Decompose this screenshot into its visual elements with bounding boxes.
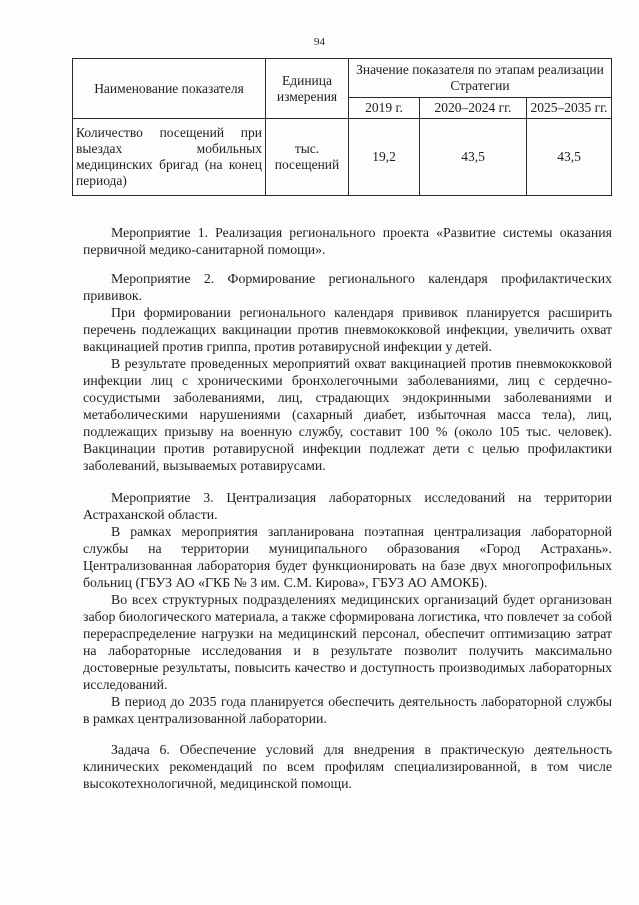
row-value-2020-2024: 43,5 bbox=[420, 119, 527, 196]
header-year-2020-2024: 2020–2024 гг. bbox=[420, 98, 527, 119]
row-unit: тыс. посещений bbox=[266, 119, 349, 196]
indicator-table bbox=[72, 58, 612, 196]
paragraph-vaccination-results: В результате проведенных мероприятий охват вакцинацией против пневмококковой инфекции лиц с хроническими бронхолегочными заболеваниями, лиц с сердечно-сосудистыми заболеваниями, лиц, страдающих эндокринными заболеваниями и метаболическими нарушениями (сахарный диабет, избыточная масса тела), лиц, подлежащих призыву на военную службу, составит 100 % (около 105 тыс. человек). Вакцинации против ротавирусной инфекции подлежат дети с целью профилактики заболеваний, вызываемых ротавирусами. bbox=[83, 356, 612, 473]
event-1-block bbox=[83, 224, 612, 258]
header-stage-values: Значение показателя по этапам реализации Стратегии bbox=[349, 59, 612, 98]
event-2-block bbox=[83, 270, 612, 474]
paragraph-lab-2035: В период до 2035 года планируется обеспечить деятельность лабораторной службы в рамках централизованной лаборатории. bbox=[83, 694, 612, 726]
paragraph-event-3: Мероприятие 3. Централизация лабораторных исследований на территории Астраханской области. bbox=[83, 490, 612, 522]
header-unit: Единица измерения bbox=[266, 59, 349, 119]
table-header-row bbox=[73, 59, 612, 98]
header-indicator-name: Наименование показателя bbox=[73, 59, 266, 119]
task-6-block bbox=[83, 741, 612, 792]
row-value-2025-2035: 43,5 bbox=[527, 119, 612, 196]
table-row bbox=[73, 119, 612, 196]
paragraph-lab-centralization: В рамках мероприятия запланирована поэтапная централизация лабораторной службы на территории муниципального образования «Город Астрахань». Централизованная лаборатория будет функционировать на базе двух многопрофильных больниц (ГБУЗ АО «ГКБ № 3 им. С.М. Кирова», ГБУЗ АО АМОКБ). bbox=[83, 524, 612, 590]
paragraph-task-6: Задача 6. Обеспечение условий для внедрения в практическую деятельность клинических рекомендаций по всем профилям специализированной, в том числе высокотехнологичной, медицинской помощи. bbox=[83, 742, 612, 791]
paragraph-vaccination-calendar: При формировании регионального календаря прививок планируется расширить перечень подлежащих вакцинации против пневмококковой инфекции, увеличить охват вакцинацией против гриппа, против ротавирусной инфекции у детей. bbox=[83, 305, 612, 354]
page-number: 94 bbox=[314, 36, 325, 48]
paragraph-lab-logistics: Во всех структурных подразделениях медицинских организаций будет организован забор биологического материала, а также сформирована логистика, что повлечет за собой перераспределение нагрузки на медицинский персонал, обеспечит оптимизацию затрат на лабораторные исследования и в результате позволит получить максимально достоверные результаты, повысить качество и доступность производимых лабораторных исследований. bbox=[83, 592, 612, 692]
header-year-2025-2035: 2025–2035 гг. bbox=[527, 98, 612, 119]
paragraph-event-2: Мероприятие 2. Формирование регионального календаря профилактических прививок. bbox=[83, 271, 612, 303]
header-year-2019: 2019 г. bbox=[349, 98, 420, 119]
paragraph-event-1: Мероприятие 1. Реализация регионального проекта «Развитие системы оказания первичной медико-санитарной помощи». bbox=[83, 225, 612, 257]
event-3-block bbox=[83, 489, 612, 727]
row-indicator-name: Количество посещений при выездах мобильных медицинских бригад (на конец периода) bbox=[73, 119, 266, 196]
row-value-2019: 19,2 bbox=[349, 119, 420, 196]
